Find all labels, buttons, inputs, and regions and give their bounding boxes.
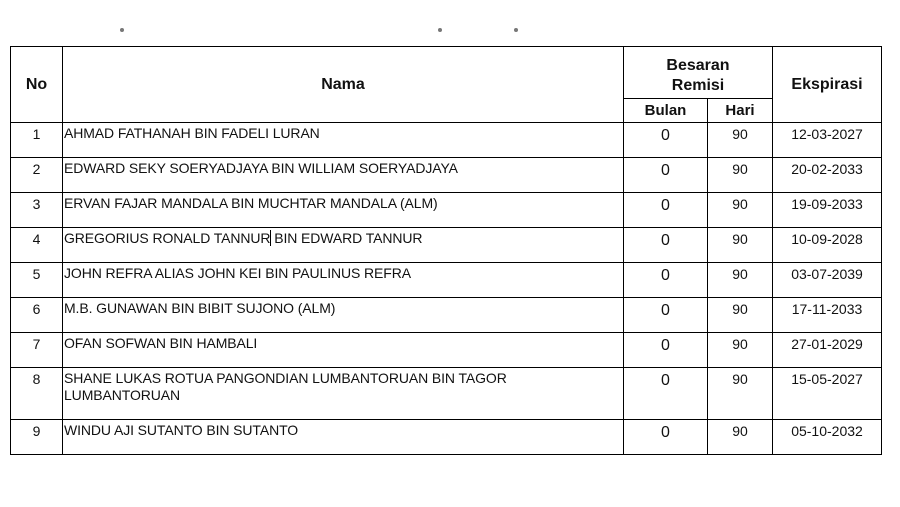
cell-ekspirasi: 19-09-2033 (773, 193, 882, 228)
header-besaran-remisi (624, 47, 773, 99)
cell-bulan: 0 (624, 193, 708, 228)
cell-hari: 90 (708, 420, 773, 455)
table-row (11, 333, 882, 368)
cell-no: 5 (11, 263, 63, 298)
table-row (11, 298, 882, 333)
table-row (11, 368, 882, 420)
cell-nama: WINDU AJI SUTANTO BIN SUTANTO (63, 420, 624, 455)
table-row (11, 158, 882, 193)
cell-no: 9 (11, 420, 63, 455)
cell-nama (63, 368, 624, 420)
cell-bulan: 0 (624, 228, 708, 263)
header-row (11, 47, 882, 99)
cell-nama: AHMAD FATHANAH BIN FADELI LURAN (63, 123, 624, 158)
cell-ekspirasi: 12-03-2027 (773, 123, 882, 158)
cell-bulan: 0 (624, 298, 708, 333)
cell-ekspirasi: 20-02-2033 (773, 158, 882, 193)
table-row (11, 263, 882, 298)
cell-hari: 90 (708, 123, 773, 158)
cell-ekspirasi: 17-11-2033 (773, 298, 882, 333)
cell-nama: JOHN REFRA ALIAS JOHN KEI BIN PAULINUS REFRA (63, 263, 624, 298)
table-row (11, 123, 882, 158)
header-besaran: Besaran (666, 56, 730, 74)
header-bulan: Bulan (624, 99, 708, 123)
cell-bulan: 0 (624, 263, 708, 298)
cell-ekspirasi: 03-07-2039 (773, 263, 882, 298)
cell-bulan: 0 (624, 123, 708, 158)
cell-bulan: 0 (624, 158, 708, 193)
cell-nama: M.B. GUNAWAN BIN BIBIT SUJONO (ALM) (63, 298, 624, 333)
cell-no: 6 (11, 298, 63, 333)
cell-ekspirasi: 15-05-2027 (773, 368, 882, 420)
cell-hari: 90 (708, 298, 773, 333)
header-nama: Nama (63, 47, 624, 123)
cell-no: 7 (11, 333, 63, 368)
header-ekspirasi: Ekspirasi (773, 47, 882, 123)
cell-nama (63, 228, 624, 263)
cell-bulan: 0 (624, 333, 708, 368)
cell-ekspirasi: 10-09-2028 (773, 228, 882, 263)
cell-no: 1 (11, 123, 63, 158)
cell-no: 8 (11, 368, 63, 420)
cell-hari: 90 (708, 263, 773, 298)
cell-no: 3 (11, 193, 63, 228)
table-row (11, 193, 882, 228)
header-remisi: Remisi (671, 76, 725, 94)
cell-bulan: 0 (624, 420, 708, 455)
table-row (11, 228, 882, 263)
cell-hari: 90 (708, 228, 773, 263)
cell-hari: 90 (708, 158, 773, 193)
cell-no: 2 (11, 158, 63, 193)
header-hari: Hari (708, 99, 773, 123)
cell-hari: 90 (708, 193, 773, 228)
cell-ekspirasi: 05-10-2032 (773, 420, 882, 455)
header-no: No (11, 47, 63, 123)
cell-nama-part: GREGORIUS RONALD TANNUR (64, 230, 271, 246)
cell-bulan: 0 (624, 368, 708, 420)
cell-nama: ERVAN FAJAR MANDALA BIN MUCHTAR MANDALA (ALM) (63, 193, 624, 228)
remission-table (10, 46, 882, 455)
cell-nama-part: BIN EDWARD TANNUR (270, 230, 423, 246)
cell-hari: 90 (708, 333, 773, 368)
cell-ekspirasi: 27-01-2029 (773, 333, 882, 368)
cell-nama-line: LUMBANTORUAN (64, 387, 181, 403)
cell-hari: 90 (708, 368, 773, 420)
cell-nama: OFAN SOFWAN BIN HAMBALI (63, 333, 624, 368)
cell-nama-line: SHANE LUKAS ROTUA PANGONDIAN LUMBANTORUAN BIN TAGOR (64, 370, 507, 386)
cell-no: 4 (11, 228, 63, 263)
cell-nama: EDWARD SEKY SOERYADJAYA BIN WILLIAM SOERYADJAYA (63, 158, 624, 193)
cropped-text-remnant (60, 18, 540, 36)
table-row (11, 420, 882, 455)
